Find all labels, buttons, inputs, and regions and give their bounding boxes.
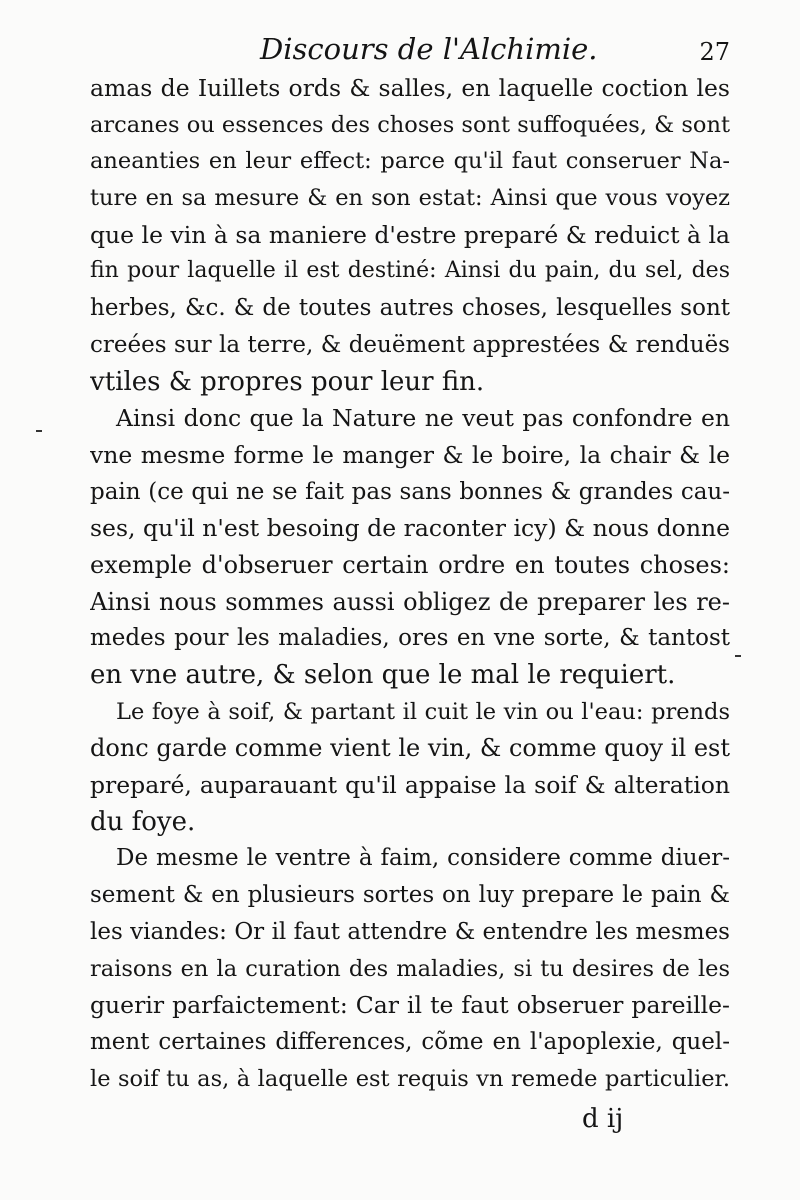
text-line: vne mesme forme le manger & le boire, la chair & le [90,440,730,469]
text-line: du foye. [90,806,196,837]
text-line: aneanties en leur effect: parce qu'il faut conseruer Na- [90,148,730,175]
text-line: De mesme le ventre à faim, considere comme diuer- [116,845,730,872]
text-line: en vne autre, & selon que le mal le requiert. [90,660,676,690]
text-line: fin pour laquelle il est destiné: Ainsi du pain, du sel, des [90,258,730,284]
text-line: herbes, &c. & de toutes autres choses, lesquelles sont [90,295,730,322]
text-line: exemple d'obseruer certain ordre en toutes choses: [90,550,730,579]
margin-mark [735,655,741,657]
body-text [90,70,730,1097]
text-line: preparé, auparauant qu'il appaise la soif & alteration [90,771,730,800]
text-line: arcanes ou essences des choses sont suffoquées, & sont [90,111,730,138]
text-line: Ainsi nous sommes aussi obligez de preparer les re- [90,587,730,616]
signature-mark: d ij [582,1104,624,1134]
page-header [90,30,730,70]
text-line: Ainsi donc que la Nature ne veut pas confondre en [116,404,730,433]
text-line: Le foye à soif, & partant il cuit le vin ou l'eau: prends [116,698,730,725]
text-line: amas de Iuillets ords & salles, en laquelle coction les [90,74,730,102]
text-line: ses, qu'il n'est besoing de raconter icy) & nous donne [90,514,730,543]
text-line: donc garde comme vient le vin, & comme quoy il est [90,734,730,763]
text-line: vtiles & propres pour leur fin. [90,366,485,397]
text-line: le soif tu as, à laquelle est requis vn remede particulier. [90,1065,730,1092]
running-title: Discours de l'Alchimie. [260,32,598,66]
text-line: creées sur la terre, & deuëment apprestées & renduës [90,331,730,358]
page-number: 27 [699,38,730,66]
text-line: guerir parfaictement: Car il te faut obseruer pareille- [90,991,730,1020]
text-line: les viandes: Or il faut attendre & entendre les mesmes [90,918,730,945]
text-line: medes pour les maladies, ores en vne sorte, & tantost [90,625,730,652]
text-line: ment certaines differences, cõme en l'apoplexie, quel- [90,1028,730,1055]
text-line: ture en sa mesure & en son estat: Ainsi que vous voyez [90,185,730,212]
text-line: raisons en la curation des maladies, si tu desires de les [90,955,730,982]
margin-mark [36,430,42,432]
text-line: sement & en plusieurs sortes on luy prepare le pain & [90,882,730,909]
text-line: pain (ce qui ne se fait pas sans bonnes & grandes cau- [90,478,730,505]
text-line: que le vin à sa maniere d'estre preparé & reduict à la [90,220,730,249]
